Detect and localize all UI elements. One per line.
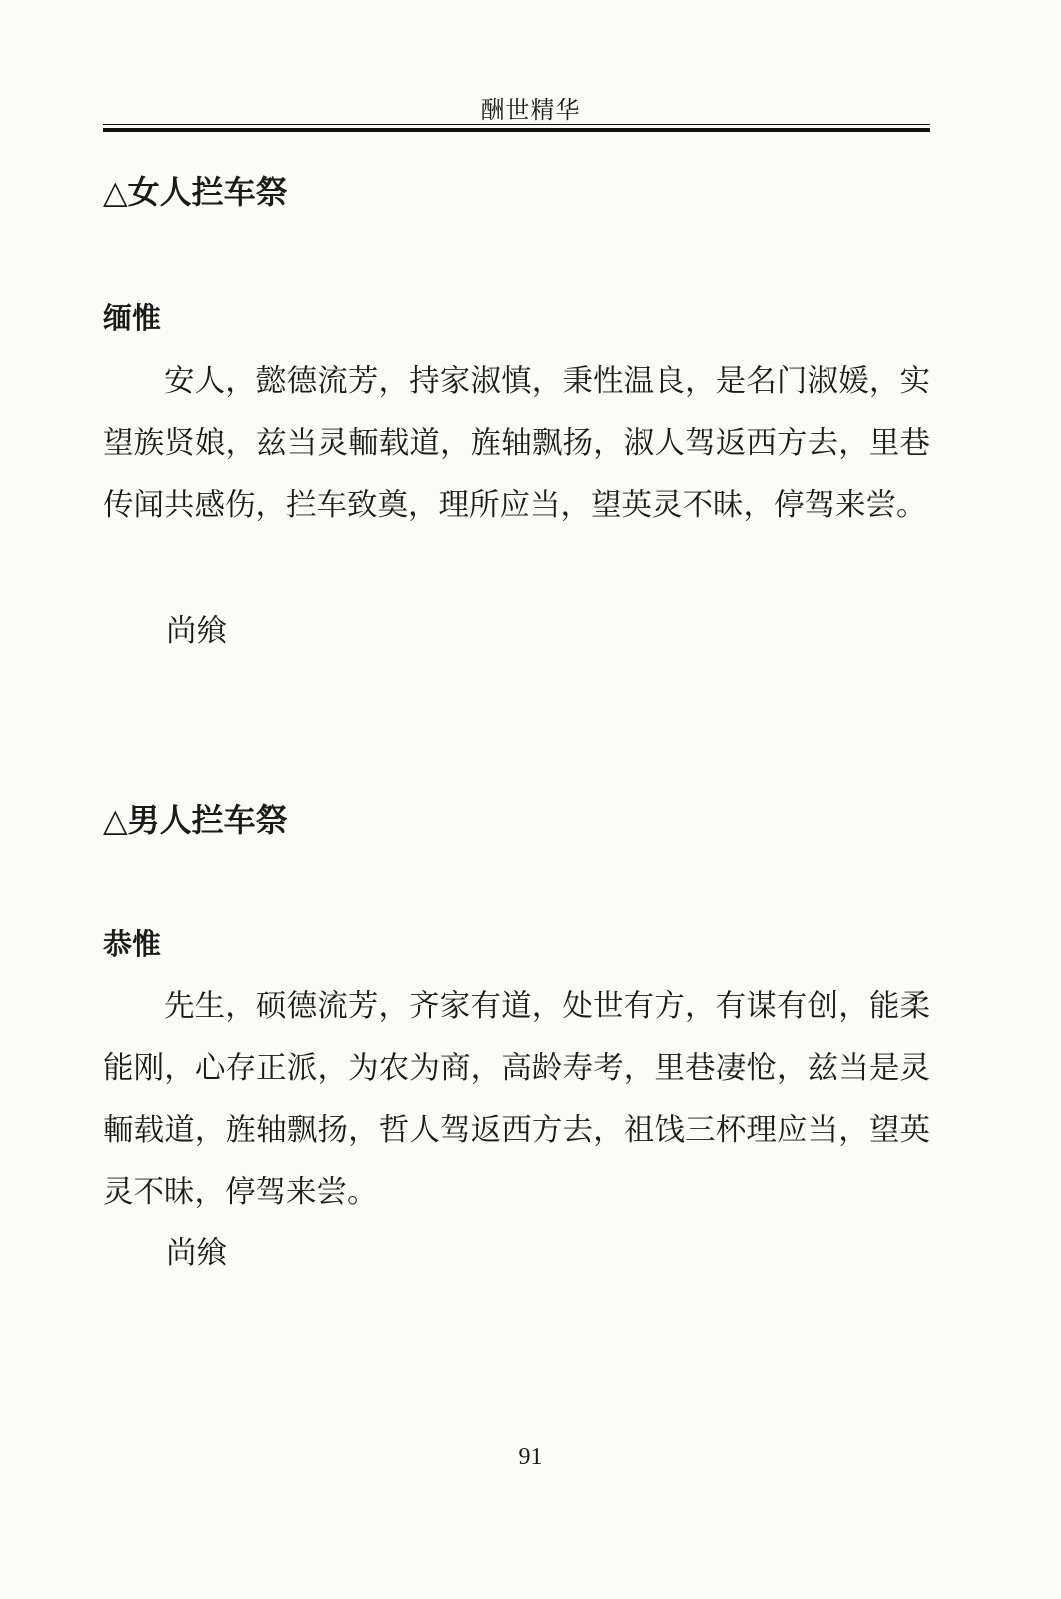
closing-female: 尚飨 [166,614,227,649]
section-title-female: △女人拦车祭 [103,173,288,211]
salutation-male: 恭惟 [103,927,162,961]
page-number: 91 [518,1444,543,1470]
header-rule-thick [103,128,930,132]
closing-male: 尚飨 [166,1236,227,1271]
header-rule-thin [103,124,930,125]
section-title-male: △男人拦车祭 [103,801,288,839]
running-header: 酬世精华 [480,96,581,124]
body-paragraph-male: 先生，硕德流芳，齐家有道，处世有方，有谋有创，能柔能刚，心存正派，为农为商，高龄寿考，里巷凄怆，兹当是灵輀载道，旌轴飘扬，哲人驾返西方去，祖饯三杯理应当，望英灵不昧，停驾来尝。 [103,989,930,1210]
body-paragraph-female: 安人，懿德流芳，持家淑慎，秉性温良，是名门淑媛，实望族贤娘，兹当灵輀载道，旌轴飘扬，淑人驾返西方去，里巷传闻共感伤，拦车致奠，理所应当，望英灵不昧，停驾来尝。 [103,364,930,523]
salutation-female: 缅惟 [103,301,162,335]
